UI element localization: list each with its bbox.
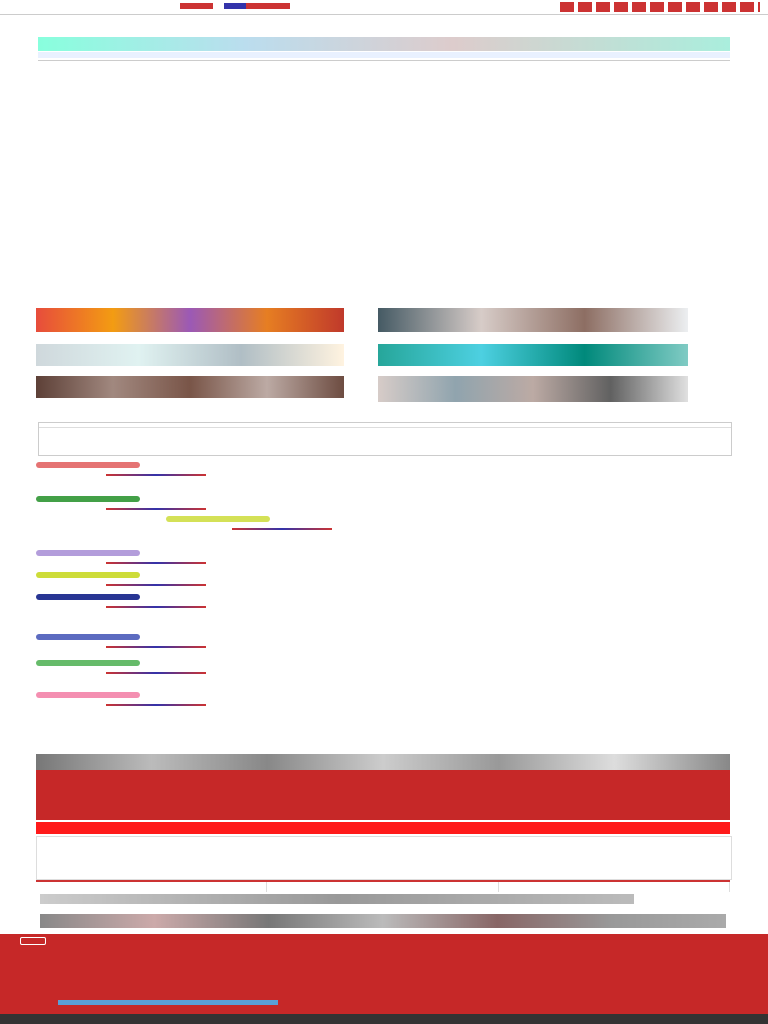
footer-search-bar[interactable] — [58, 1000, 278, 1005]
nav-menu-buttons[interactable] — [560, 2, 760, 12]
ranking-badge — [36, 462, 140, 468]
ranking-badge — [36, 550, 140, 556]
thumbnail-image[interactable] — [378, 308, 688, 332]
thumbnail-column-right — [378, 308, 688, 408]
promo-bar[interactable] — [36, 822, 730, 834]
thumbnail-image[interactable] — [378, 376, 688, 402]
info-ribbon — [38, 52, 730, 58]
ranking-text[interactable] — [298, 516, 718, 544]
footer-copyright — [0, 1014, 768, 1024]
thumbnail-image[interactable] — [36, 376, 344, 398]
promo-box — [36, 770, 730, 820]
ranking-row[interactable] — [36, 692, 730, 722]
ranking-badge — [36, 496, 140, 502]
header-banner[interactable] — [38, 37, 730, 51]
thumbnail-image[interactable] — [36, 308, 344, 332]
ranking-text[interactable] — [168, 462, 718, 490]
ranking-text[interactable] — [168, 692, 718, 720]
ranking-badge — [36, 692, 140, 698]
comment-line — [39, 430, 731, 432]
toc-row[interactable] — [37, 843, 731, 845]
page-header — [38, 16, 730, 36]
promo-photo-strip[interactable] — [36, 754, 730, 770]
nav-flag-graphic — [180, 3, 290, 9]
table-of-contents — [36, 836, 732, 880]
article-text — [40, 73, 728, 278]
tab-item[interactable] — [267, 882, 498, 892]
ranking-list — [36, 458, 730, 750]
footer-logo — [20, 937, 46, 945]
ranking-row[interactable] — [36, 516, 730, 546]
ranking-badge — [36, 572, 140, 578]
comment-box — [38, 422, 732, 456]
ranking-text[interactable] — [168, 660, 718, 688]
thumbnail-image[interactable] — [378, 344, 688, 366]
ranking-text[interactable] — [168, 594, 718, 622]
photo-banner[interactable] — [40, 894, 634, 904]
ranking-badge — [36, 660, 140, 666]
ranking-row[interactable] — [36, 594, 730, 624]
ranking-row[interactable] — [36, 462, 730, 492]
ranking-row[interactable] — [36, 660, 730, 690]
footer-line[interactable] — [0, 934, 768, 936]
tab-item[interactable] — [36, 882, 267, 892]
tab-item[interactable] — [499, 882, 730, 892]
ranking-text[interactable] — [168, 634, 718, 662]
promo-line[interactable] — [36, 770, 730, 773]
top-navigation-bar — [0, 0, 768, 15]
site-footer — [0, 934, 768, 1024]
article-note — [38, 292, 730, 300]
bottom-tabs — [36, 880, 730, 892]
article-body — [38, 60, 730, 281]
ranking-badge — [36, 634, 140, 640]
thumbnail-image[interactable] — [36, 344, 344, 366]
thumbnail-column-left — [36, 308, 344, 408]
article-link[interactable] — [70, 281, 710, 289]
ranking-badge — [36, 594, 140, 600]
ranking-badge — [166, 516, 270, 522]
photo-banner[interactable] — [40, 914, 726, 928]
